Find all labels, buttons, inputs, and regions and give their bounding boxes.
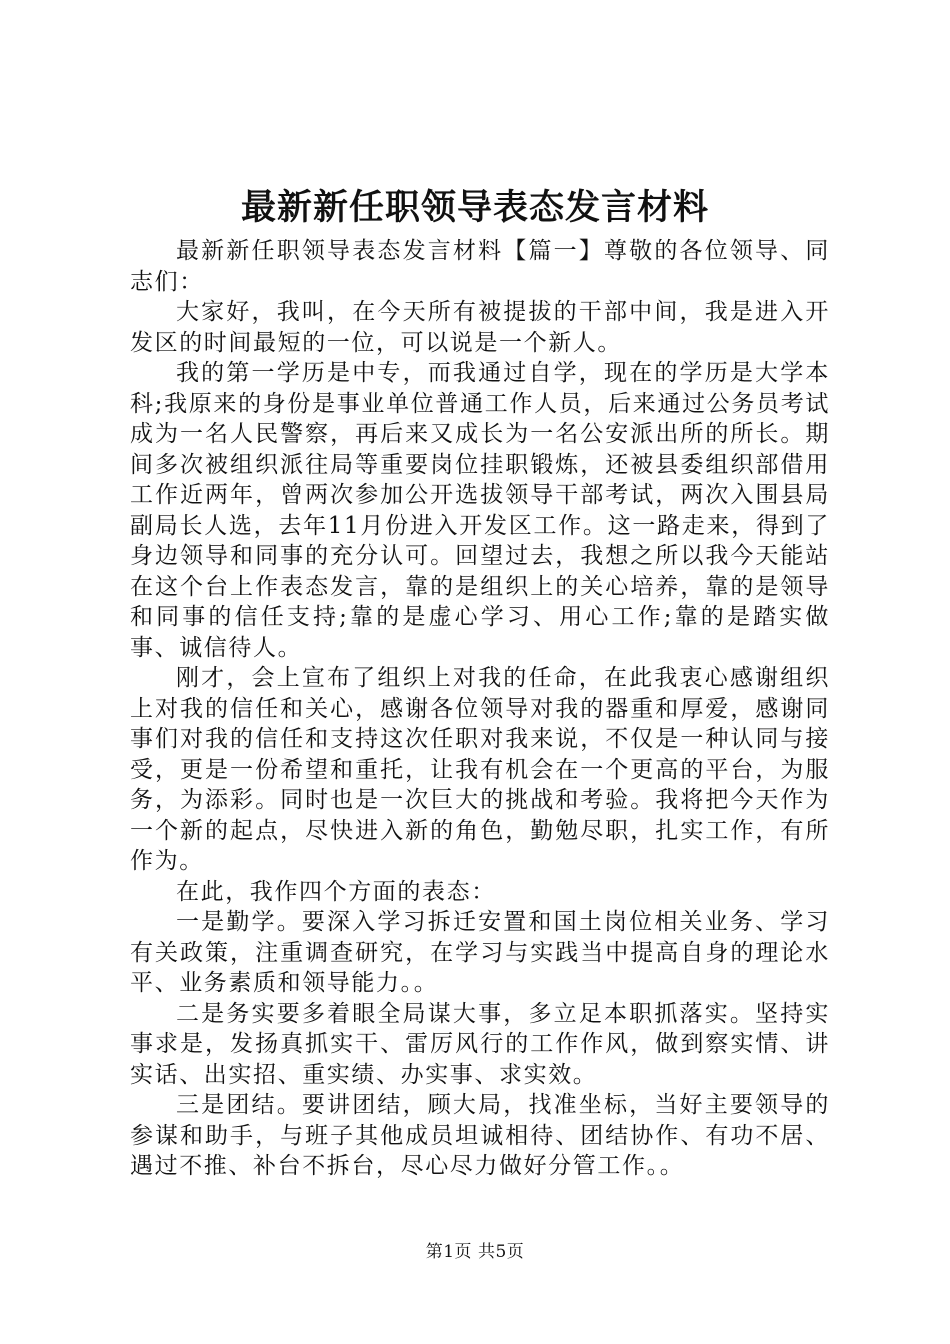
paragraph-background: 我的第一学历是中专，而我通过自学，现在的学历是大学本科;我原来的身份是事业单位普通工作人员，后来通过公务员考试成为一名人民警察，再后来又成长为一名公安派出所的所长。期间多次被组织派往局等重要岗位挂职锻炼，还被县委组织部借用工作近两年，曾两次参加公开选拔领导干部考试，两次入围县局副局长人选，去年11月份进入开发区工作。这一路走来，得到了身边领导和同事的充分认可。回望过去，我想之所以我今天能站在这个台上作表态发言，靠的是组织上的关心培养，靠的是领导和同事的信任支持;靠的是虚心学习、用心工作;靠的是踏实做事、诚信待人。 <box>130 360 830 661</box>
paragraph-gratitude: 刚才，会上宣布了组织上对我的任命，在此我衷心感谢组织上对我的信任和关心，感谢各位领导对我的器重和厚爱，感谢同事们对我的信任和支持这次任职对我来说，不仅是一种认同与接受，更是一份希望和重托，让我有机会在一个更高的平台，为服务，为添彩。同时也是一次巨大的挑战和考验。我将把今天作为一个新的起点，尽快进入新的角色，勤勉尽职，扎实工作，有所作为。 <box>130 665 830 874</box>
document-title: 最新新任职领导表态发言材料 <box>240 187 709 228</box>
page-number-footer: 第1页 共5页 <box>425 1242 525 1262</box>
paragraph-pledge-study: 一是勤学。要深入学习拆迁安置和国土岗位相关业务、学习有关政策，注重调查研究，在学习与实践当中提高自身的理论水平、业务素质和领导能力。。 <box>130 909 830 996</box>
paragraph-intro: 最新新任职领导表态发言材料【篇一】尊敬的各位领导、同志们： <box>130 238 830 295</box>
paragraph-pledge-practical: 二是务实要多着眼全局谋大事，多立足本职抓落实。坚持实事求是，发扬真抓实干、雷厉风行的工作作风，做到察实情、讲实话、出实招、重实绩、办实事、求实效。 <box>130 1000 830 1088</box>
document-body <box>130 236 830 1182</box>
paragraph-pledge-unity: 三是团结。要讲团结，顾大局，找准坐标，当好主要领导的参谋和助手，与班子其他成员坦诚相待、团结协作、有功不居、遇过不推、补台不拆台，尽心尽力做好分管工作。。 <box>130 1092 830 1179</box>
paragraph-greeting: 大家好，我叫，在今天所有被提拔的干部中间，我是进入开发区的时间最短的一位，可以说是一个新人。 <box>130 299 830 356</box>
paragraph-pledge-intro: 在此，我作四个方面的表态： <box>176 878 496 905</box>
